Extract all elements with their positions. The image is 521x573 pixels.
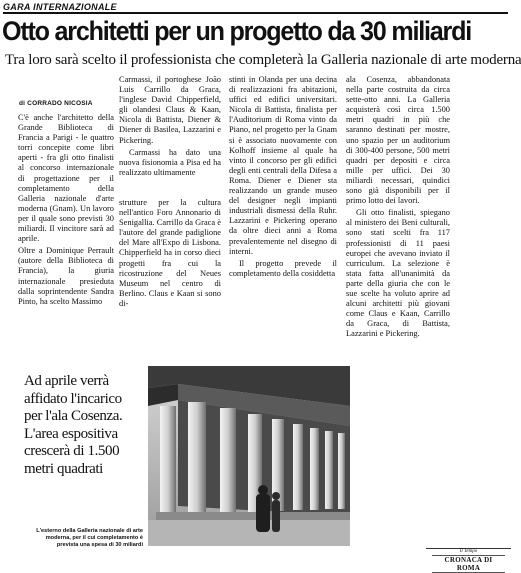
paragraph: strutture per la cultura nell'antico Foro Annonario di Senigallia. Carrillo da Graca è l'autore del grande padiglione del Mare all'Expo di Lisbona. Chipperfield ha in corso dieci progetti fra cui la ricostruzione del Neues Museum nel centro di Berlino. Claus e Kaan si sono di-: [119, 198, 221, 308]
paragraph: ala Cosenza, abbandonata nella parte costruita da circa sette-otto anni. La Galleria acquisterà così circa 1.500 metri quadri in più che saranno destinati per mostre, uno spazio per un auditorium di 300-400 persone, 500 metri quadri per depositi e circa mille per uffici. Dei 30 miliardi necessari, quindici sono già disponibili per il primo lotto dei lavori.: [346, 75, 450, 206]
paragraph: Il progetto prevede il completamento della cosiddetta: [229, 258, 337, 278]
byline: di CORRADO NICOSIA: [19, 100, 93, 107]
subhead: Tra loro sarà scelto il professionista che completerà la Galleria nazionale di arte moderna: [5, 52, 521, 68]
newspaper-section-logo: [426, 548, 511, 572]
section-kicker: GARA INTERNAZIONALE: [3, 2, 508, 14]
logo-section-name: CRONACA DI ROMA: [432, 555, 505, 573]
paragraph: Oltre a Dominique Perrault (autore della Biblioteca di Francia), la giuria internazionale presieduta dalla soprintendente Sandra Pinto, ha scelto Massimo: [18, 246, 114, 306]
paragraph: Carmassi ha dato una nuova fisionomia a Pisa ed ha realizzato ultimamente: [119, 147, 221, 177]
pull-quote: Ad aprile verrà affidato l'incarico per l'ala Cosenza. L'area espositiva crescerà di 1.500 metri quadrati: [24, 373, 123, 477]
article-column-3: [229, 75, 337, 331]
article-column-2-top: [119, 75, 221, 177]
paragraph: stinti in Olanda per una decina di realizzazioni fra abitazioni, uffici ed edifici universitari. Nicola di Battista, finalista per l'Auditorium di Roma vinto da Piano, nel progetto per la Gnam si è associato nuovamente con Kolhoff insieme al quale ha vinto il concorso per gli edifici degli enti centrali della Difesa a Roma. Diener e Diener sta realizzando un grande museo del designer negli impianti industriali dismessi della Ruhr. Lazzarini e Pickering operano da oltre dieci anni a Roma prevalentemente nel disegno di interni.: [229, 75, 337, 256]
headline: Otto architetti per un progetto da 30 miliardi: [2, 16, 471, 46]
article-column-1: [18, 113, 114, 323]
photo-caption: L'esterno della Galleria nazionale di arte moderna, per il cui completamento è prevista una spesa di 30 miliardi: [36, 528, 143, 548]
article-column-4: [346, 75, 450, 339]
paragraph: Gli otto finalisti, spiegano al ministero dei Beni culturali, sono stati scelti fra 117 professionisti di 11 paesi europei che avevano inviato il curriculum. La selezione è stata fatta all'unanimità da parte della giuria che con le sue scelte ha voluto aprire ad alcuni architetti più giovani come Claus e Kaan, Carrillo da Graca, di Battista, Lazzarini e Pickering.: [346, 208, 450, 339]
paragraph: C'è anche l'architetto della Grande Biblioteca di Francia a Parigi - le quattro torri concepite come libri aperti - fra gli otto finalisti al concorso internazionale di progettazione per il completamento della Galleria nazionale d'arte moderna (Gnam). Un lavoro per il quale sono previsti 30 miliardi. Il vincitore sarà ad aprile.: [18, 113, 114, 244]
paragraph: Carmassi, il portoghese João Luis Carrillo da Graca, l'inglese David Chipperfield, gli olandesi Claus & Kaan, Nicola di Battista, Diener & Diener di Basilea, Lazzarini e Pickering.: [119, 75, 221, 145]
article-column-2-bottom: [119, 198, 221, 326]
logo-masthead: Il Tempo: [459, 549, 478, 554]
gallery-building-photo: [148, 366, 350, 546]
